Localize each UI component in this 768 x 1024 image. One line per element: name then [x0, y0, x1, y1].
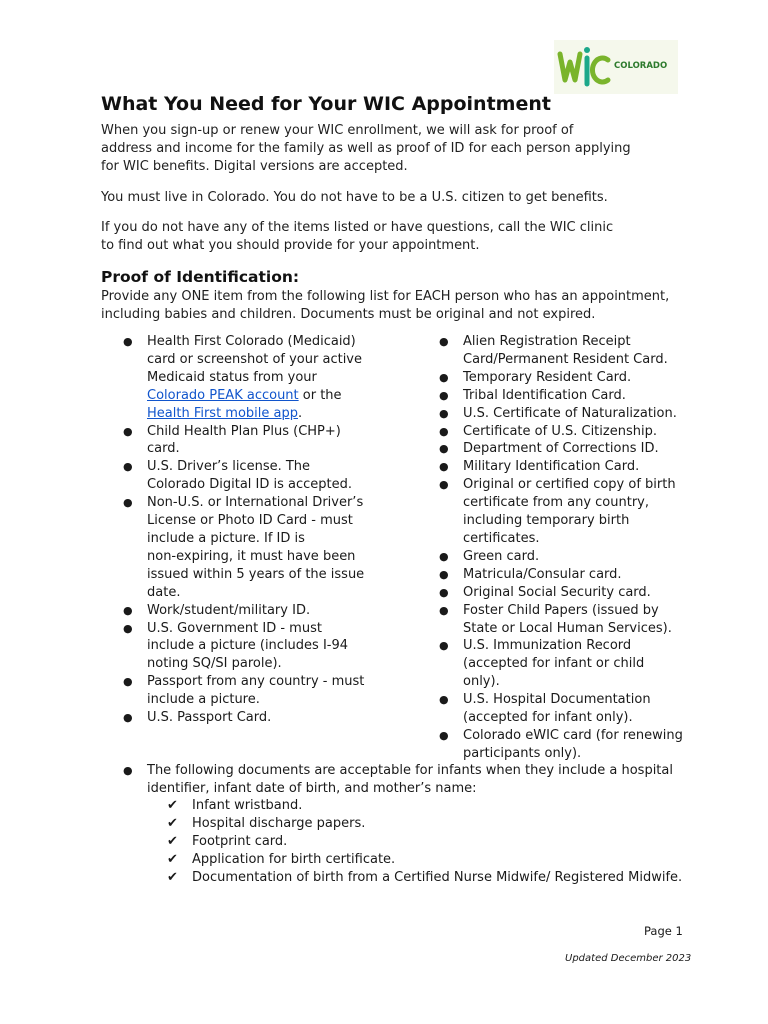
item-line — [147, 387, 364, 405]
item-line: Original or certified copy of birth — [463, 477, 676, 493]
checklist-item — [167, 815, 682, 833]
page-number: Page 1 — [644, 924, 683, 938]
list-item — [439, 566, 683, 584]
list-item — [123, 333, 364, 423]
item-line — [147, 405, 364, 423]
item-line: include a picture. — [147, 692, 260, 708]
bullet-icon: ● — [439, 693, 449, 707]
item-line: include a picture (includes I-94 — [147, 638, 349, 654]
residence-line: You must live in Colorado. You do not have to be a U.S. citizen to get benefits. — [101, 190, 608, 205]
item-line: date. — [147, 584, 181, 600]
item-line: Alien Registration Receipt — [463, 334, 631, 349]
list-item — [123, 494, 365, 601]
item-line: Passport from any country - must — [147, 674, 365, 690]
checklist-text: Application for birth certificate. — [192, 851, 396, 867]
checklist-text: Documentation of birth from a Certified Nurse Midwife/ Registered Midwife. — [192, 869, 683, 885]
item-line: U.S. Immunization Record — [463, 638, 632, 654]
page-title: What You Need for Your WIC Appointment — [101, 93, 551, 115]
list-item — [439, 423, 683, 441]
link-end-text: . — [298, 405, 303, 421]
item-line: card or screenshot of your active — [147, 351, 362, 367]
item-line: only). — [463, 674, 500, 690]
list-item — [123, 620, 364, 674]
item-line: including temporary birth — [463, 513, 630, 529]
list-item — [439, 405, 683, 423]
item-line: (accepted for infant only). — [463, 710, 633, 726]
bullet-icon: ● — [439, 460, 449, 474]
item-line: Non-U.S. or International Driver’s — [147, 495, 364, 511]
item-line: U.S. Passport Card. — [147, 710, 272, 726]
section-intro — [101, 288, 669, 324]
item-line: Original Social Security card. — [463, 584, 651, 600]
item-line: (accepted for infant or child — [463, 656, 645, 672]
item-line: The following documents are acceptable for infants when they include a hospital — [147, 763, 673, 778]
item-line: certificate from any country, — [463, 495, 649, 511]
list-item — [439, 727, 683, 763]
item-line: Card/Permanent Resident Card. — [463, 351, 668, 367]
item-line: Colorado eWIC card (for renewing — [463, 727, 683, 743]
section-intro-line: including babies and children. Documents must be original and not expired. — [101, 307, 596, 322]
list-item — [439, 369, 683, 387]
infant-checklist — [167, 797, 682, 887]
checkmark-icon: ✔ — [167, 869, 178, 885]
list-item — [439, 476, 683, 548]
bullet-icon: ● — [123, 621, 133, 635]
item-line: Work/student/military ID. — [147, 602, 311, 618]
health-first-app-link[interactable]: Health First mobile app — [147, 405, 299, 421]
bullet-icon: ● — [439, 424, 449, 438]
intro-line: address and income for the family as well as proof of ID for each person applying — [101, 141, 631, 156]
item-line: include a picture. If ID is — [147, 530, 305, 546]
colorado-peak-link[interactable]: Colorado PEAK account — [147, 387, 299, 403]
bullet-icon: ● — [439, 478, 449, 492]
residence-paragraph — [101, 189, 608, 207]
list-item — [439, 691, 683, 727]
list-item — [439, 548, 683, 566]
questions-line: If you do not have any of the items listed or have questions, call the WIC clinic — [101, 220, 614, 235]
list-item — [123, 423, 364, 459]
bullet-icon: ● — [123, 424, 133, 438]
item-line: Tribal Identification Card. — [463, 387, 626, 403]
item-line: participants only). — [463, 745, 582, 761]
checkmark-icon: ✔ — [167, 851, 178, 867]
item-line: non-expiring, it must have been — [147, 548, 356, 564]
bullet-icon: ● — [123, 460, 133, 474]
item-line: Health First Colorado (Medicaid) — [147, 334, 356, 349]
list-item — [439, 584, 683, 602]
bullet-icon: ● — [439, 603, 449, 617]
checklist-text: Footprint card. — [192, 833, 288, 849]
right-id-list — [439, 333, 683, 763]
infant-documents-list — [123, 762, 673, 798]
list-item — [439, 637, 683, 691]
item-line: Child Health Plan Plus (CHP+) — [147, 423, 341, 439]
item-line: issued within 5 years of the issue — [147, 566, 365, 582]
list-item — [123, 709, 364, 727]
link-joiner-text: or the — [298, 387, 342, 403]
list-item — [123, 458, 364, 494]
section-heading: Proof of Identification: — [101, 268, 300, 286]
checklist-item — [167, 797, 682, 815]
questions-paragraph — [101, 219, 613, 255]
item-line: Green card. — [463, 548, 540, 564]
list-item — [439, 387, 683, 405]
checklist-item — [167, 851, 682, 869]
bullet-icon: ● — [439, 388, 449, 402]
checkmark-icon: ✔ — [167, 815, 178, 831]
checklist-item — [167, 833, 682, 851]
bullet-icon: ● — [439, 728, 449, 742]
item-line: U.S. Hospital Documentation — [463, 692, 651, 708]
item-line: Medicaid status from your — [147, 369, 317, 385]
bullet-icon: ● — [123, 675, 133, 689]
bullet-icon: ● — [439, 549, 449, 563]
checkmark-icon: ✔ — [167, 798, 178, 813]
wic-colorado-logo — [554, 40, 678, 94]
checkmark-icon: ✔ — [167, 833, 178, 849]
list-item — [439, 333, 683, 369]
bullet-icon: ● — [439, 335, 449, 348]
bullet-icon: ● — [439, 585, 449, 599]
bullet-icon: ● — [123, 335, 133, 348]
list-item — [439, 440, 683, 458]
bullet-icon: ● — [439, 406, 449, 420]
checklist-text: Infant wristband. — [192, 798, 303, 813]
item-line: Matricula/Consular card. — [463, 566, 622, 582]
list-item — [123, 673, 365, 709]
item-line: Colorado Digital ID is accepted. — [147, 477, 353, 493]
section-intro-line: Provide any ONE item from the following list for EACH person who has an appointment, — [101, 289, 670, 304]
bullet-icon: ● — [123, 764, 133, 777]
item-line: card. — [147, 441, 180, 457]
list-item — [439, 458, 683, 476]
bullet-icon: ● — [123, 711, 133, 725]
list-item — [123, 602, 364, 620]
item-line: certificates. — [463, 530, 540, 546]
item-line: U.S. Government ID - must — [147, 620, 322, 636]
bullet-icon: ● — [123, 603, 133, 617]
item-line: Foster Child Papers (issued by — [463, 602, 659, 618]
intro-paragraph — [101, 122, 631, 176]
bullet-icon: ● — [439, 567, 449, 581]
updated-date: Updated December 2023 — [565, 953, 692, 964]
logo-colorado-text: COLORADO — [614, 61, 668, 71]
questions-line: to find out what you should provide for your appointment. — [101, 238, 480, 253]
bullet-icon: ● — [439, 442, 449, 456]
item-line: U.S. Certificate of Naturalization. — [463, 405, 677, 421]
item-line: Department of Corrections ID. — [463, 441, 659, 457]
item-line: Temporary Resident Card. — [463, 369, 632, 385]
bullet-icon: ● — [439, 370, 449, 384]
checklist-item — [167, 869, 682, 887]
item-line: noting SQ/SI parole). — [147, 656, 282, 672]
bullet-icon: ● — [439, 639, 449, 653]
item-line: Military Identification Card. — [463, 459, 640, 475]
checklist-text: Hospital discharge papers. — [192, 815, 366, 831]
intro-line: When you sign-up or renew your WIC enrollment, we will ask for proof of — [101, 123, 574, 138]
item-line: identifier, infant date of birth, and mother’s name: — [147, 780, 477, 796]
item-line: Certificate of U.S. Citizenship. — [463, 423, 657, 439]
list-item — [439, 602, 683, 638]
intro-line: for WIC benefits. Digital versions are accepted. — [101, 159, 408, 174]
bullet-icon: ● — [123, 496, 133, 510]
list-item — [123, 762, 673, 798]
left-id-list — [123, 333, 365, 727]
item-line: License or Photo ID Card - must — [147, 513, 353, 529]
item-line: State or Local Human Services). — [463, 620, 672, 636]
item-line: U.S. Driver’s license. The — [147, 459, 311, 475]
